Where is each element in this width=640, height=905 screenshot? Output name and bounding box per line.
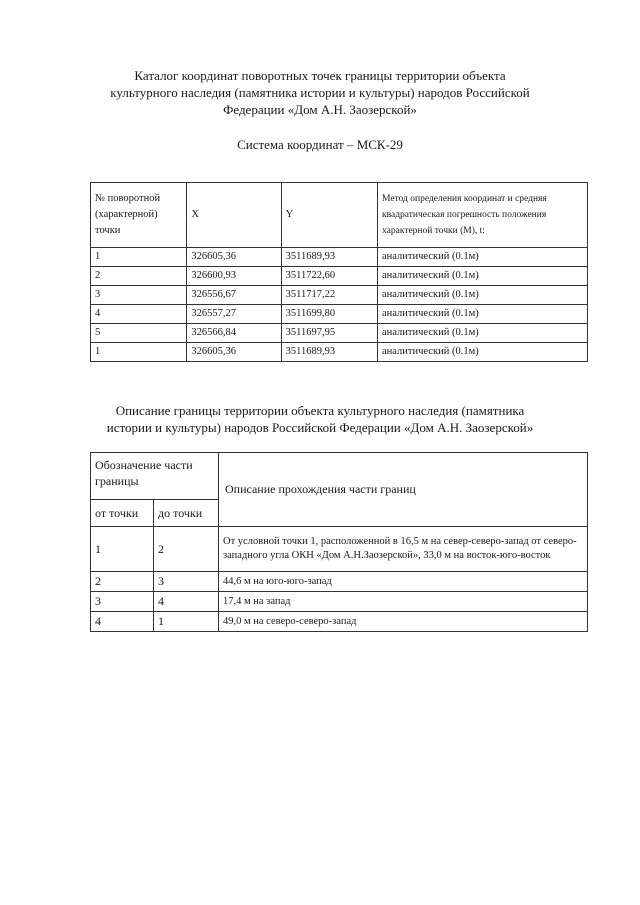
cell-y: 3511699,80	[281, 305, 377, 324]
cell-y: 3511722,60	[281, 267, 377, 286]
boundary-table	[90, 452, 588, 632]
table-row	[91, 592, 588, 612]
cell-x: 326557,27	[187, 305, 281, 324]
cell-y: 3511689,93	[281, 248, 377, 267]
cell-x: 326566,84	[187, 324, 281, 343]
cell-method: аналитический (0.1м)	[378, 248, 588, 267]
table-row	[91, 248, 588, 267]
table-row	[91, 527, 588, 572]
table-row	[91, 305, 588, 324]
cell-x: 326600,93	[187, 267, 281, 286]
cell-point: 1	[91, 343, 187, 362]
coordinates-header-row	[91, 183, 588, 248]
cell-method: аналитический (0.1м)	[378, 343, 588, 362]
table-row	[91, 324, 588, 343]
cell-method: аналитический (0.1м)	[378, 305, 588, 324]
table-row	[91, 343, 588, 362]
cell-description: 44,6 м на юго-юго-запад	[219, 572, 588, 592]
header-method: Метод определения координат и средняя квадратическая погрешность положения характерной точки (М), t:	[378, 183, 588, 248]
catalog-title	[60, 67, 580, 118]
cell-point: 2	[91, 267, 187, 286]
cell-y: 3511697,95	[281, 324, 377, 343]
cell-x: 326556,67	[187, 286, 281, 305]
cell-x: 326605,36	[187, 343, 281, 362]
boundary-title-line: истории и культуры) народов Российской Федерации «Дом А.Н. Заозерской»	[106, 420, 534, 435]
cell-description: 17,4 м на запад	[219, 592, 588, 612]
cell-from: 4	[91, 612, 154, 632]
cell-to: 3	[154, 572, 219, 592]
coordinate-system-label: Система координат – МСК-29	[237, 137, 403, 152]
header-to-point: до точки	[154, 500, 219, 527]
table-row	[91, 572, 588, 592]
cell-x: 326605,36	[187, 248, 281, 267]
cell-description: 49,0 м на северо-северо-запад	[219, 612, 588, 632]
cell-y: 3511717,22	[281, 286, 377, 305]
cell-description: От условной точки 1, расположенной в 16,5 м на север-северо-запад от северо-западного угла ОКН «Дом А.Н.Заозерской», 33,0 м на восток-юго-восток	[219, 527, 588, 572]
table-row	[91, 267, 588, 286]
cell-to: 1	[154, 612, 219, 632]
cell-method: аналитический (0.1м)	[378, 267, 588, 286]
cell-point: 4	[91, 305, 187, 324]
catalog-title-line: Федерации «Дом А.Н. Заозерской»	[223, 102, 417, 117]
cell-y: 3511689,93	[281, 343, 377, 362]
cell-from: 2	[91, 572, 154, 592]
header-description: Описание прохождения части границ	[219, 453, 588, 527]
header-part-designation: Обозначение части границы	[91, 453, 219, 500]
cell-from: 3	[91, 592, 154, 612]
header-x: X	[187, 183, 281, 248]
cell-method: аналитический (0.1м)	[378, 324, 588, 343]
catalog-title-line: Каталог координат поворотных точек границы территории объекта	[134, 68, 506, 83]
table-row	[91, 286, 588, 305]
boundary-title-line: Описание границы территории объекта культурного наследия (памятника	[115, 403, 525, 418]
boundary-description-title	[60, 402, 580, 436]
cell-point: 3	[91, 286, 187, 305]
cell-method: аналитический (0.1м)	[378, 286, 588, 305]
cell-point: 5	[91, 324, 187, 343]
catalog-title-line: культурного наследия (памятника истории и культуры) народов Российской	[110, 85, 530, 100]
cell-to: 4	[154, 592, 219, 612]
cell-from: 1	[91, 527, 154, 572]
cell-point: 1	[91, 248, 187, 267]
boundary-header-row	[91, 453, 588, 500]
header-from-point: от точки	[91, 500, 154, 527]
header-point-number: № поворотной (характерной) точки	[91, 183, 187, 248]
coordinates-table	[90, 182, 588, 362]
cell-to: 2	[154, 527, 219, 572]
header-y: Y	[281, 183, 377, 248]
table-row	[91, 612, 588, 632]
